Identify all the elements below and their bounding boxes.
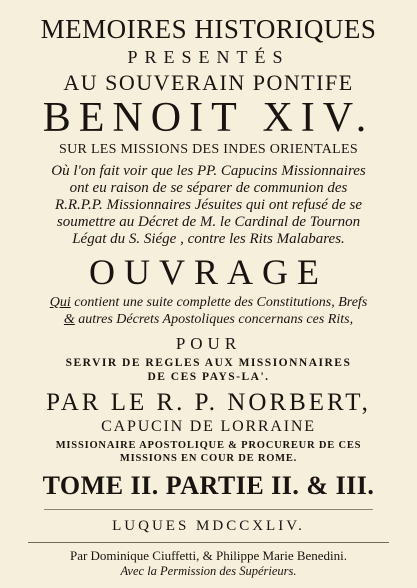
contents-line-2-text: autres Décrets Apostoliques concernans ces Rits, [74, 312, 354, 327]
contents-first-word: Qui [49, 295, 71, 310]
contents-paragraph [14, 294, 403, 328]
servir-line-2: DE CES PAYS-LA'. [147, 370, 270, 383]
missionaire-line-1: MISSIONAIRE APOSTOLIQUE & PROCUREUR DE CES [55, 440, 362, 451]
pour-heading: POUR [175, 334, 242, 353]
permission-line: Avec la Permission des Supérieurs. [120, 564, 297, 578]
contents-line-1 [14, 294, 403, 311]
ouvrage-heading: OUVRAGE [89, 252, 328, 292]
description-line: Légat du S. Siége , contre les Rits Malabares. [72, 231, 345, 247]
title-line-missions: SUR LES MISSIONS DES INDES ORIENTALES [59, 142, 358, 157]
description-line: soumettre au Décret de M. le Cardinal de Tournon [56, 214, 361, 230]
contents-ampersand: & [63, 312, 75, 327]
title-line-benoit: BENOIT XIV. [42, 95, 375, 141]
title-line-souverain: AU SOUVERAIN PONTIFE [63, 70, 354, 95]
contents-line-1-text: contient une suite complette des Constitutions, Brefs [70, 295, 368, 310]
imprint-rule [28, 542, 389, 543]
title-line-presentes: PRESENTÉS [127, 47, 290, 67]
title-line-memoires: MEMOIRES HISTORIQUES [40, 14, 377, 44]
description-line: R.R.P.P. Missionnaires Jésuites qui ont refusé de se [54, 197, 363, 213]
description-paragraph [14, 163, 403, 248]
author-line: PAR LE R. P. NORBERT, [46, 389, 371, 416]
tome-line: TOME II. PARTIE II. & III. [42, 471, 375, 500]
missionaire-line-2: MISSIONS EN COUR DE ROME. [119, 452, 298, 464]
description-line: Où l'on fait voir que les PP. Capucins Missionnaires [51, 163, 366, 179]
printer-line: Par Dominique Ciuffetti, & Philippe Marie Benedini. [69, 548, 348, 563]
description-line: ont eu raison de se séparer de communion des [69, 180, 348, 196]
capucin-line: CAPUCIN DE LORRAINE [101, 418, 316, 435]
contents-line-2 [14, 311, 403, 328]
servir-line-1: SERVIR DE REGLES AUX MISSIONNAIRES [65, 357, 352, 369]
imprint-place-date: LUQUES MDCCXLIV. [112, 518, 305, 534]
divider-rule [44, 509, 373, 510]
